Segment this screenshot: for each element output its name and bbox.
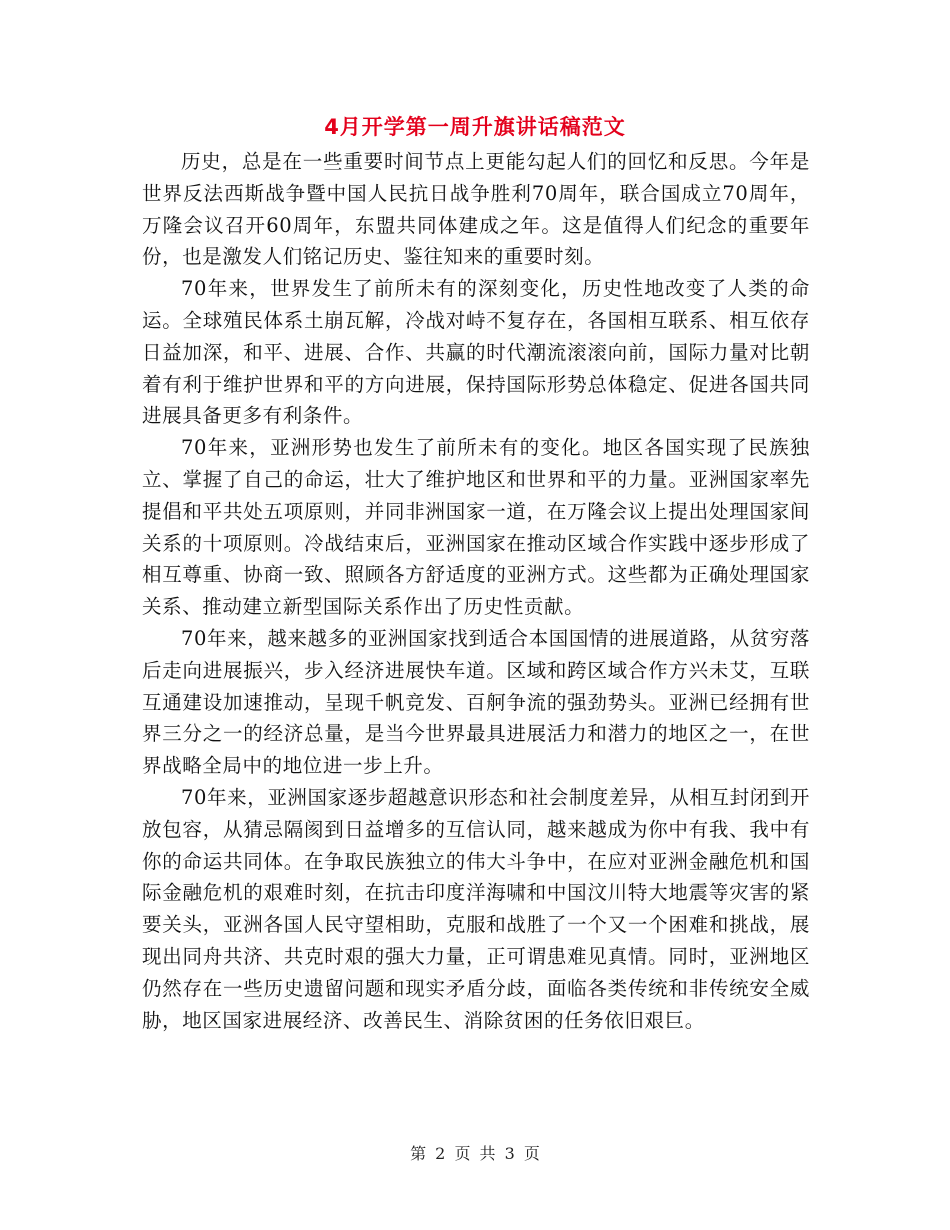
paragraph-4: 70年来，越来越多的亚洲国家找到适合本国国情的进展道路，从贫穷落后走向进展振兴，步入经济进展快车道。区域和跨区域合作方兴未艾，互联互通建设加速推动，呈现千帆竞发、百舸争流的强劲势头。亚洲已经拥有世界三分之一的经济总量，是当今世界最具进展活力和潜力的地区之一，在世界战略全局中的地位进一步上升。	[142, 626, 811, 778]
document-title: 4月开学第一周升旗讲话稿范文	[324, 115, 626, 139]
paragraph-1: 历史，总是在一些重要时间节点上更能勾起人们的回忆和反思。今年是世界反法西斯战争暨中国人民抗日战争胜利70周年，联合国成立70周年，万隆会议召开60周年，东盟共同体建成之年。这是值得人们纪念的重要年份，也是激发人们铭记历史、鉴往知来的重要时刻。	[142, 150, 810, 269]
paragraph-2: 70年来，世界发生了前所未有的深刻变化，历史性地改变了人类的命运。全球殖民体系土崩瓦解，冷战对峙不复存在，各国相互联系、相互依存日益加深，和平、进展、合作、共赢的时代潮流滚滚向前，国际力量对比朝着有利于维护世界和平的方向进展，保持国际形势总体稳定、促进各国共同进展具备更多有利条件。	[142, 277, 810, 428]
paragraph-5: 70年来，亚洲国家逐步超越意识形态和社会制度差异，从相互封闭到开放包容，从猜忌隔阂到日益增多的互信认同，越来越成为你中有我、我中有你的命运共同体。在争取民族独立的伟大斗争中，在应对亚洲金融危机和国际金融危机的艰难时刻，在抗击印度洋海啸和中国汶川特大地震等灾害的紧要关头，亚洲各国人民守望相助，克服和战胜了一个又一个困难和挑战，展现出同舟共济、共克时艰的强大力量，正可谓患难见真情。同时，亚洲地区仍然存在一些历史遗留问题和现实矛盾分歧，面临各类传统和非传统安全威胁，地区国家进展经济、改善民生、消除贫困的任务依旧艰巨。	[142, 785, 811, 1032]
page-footer: 第 2 页 共 3 页	[410, 1144, 540, 1163]
document-body	[142, 146, 810, 1036]
paragraph-3: 70年来，亚洲形势也发生了前所未有的变化。地区各国实现了民族独立、掌握了自己的命运，壮大了维护地区和世界和平的力量。亚洲国家率先提倡和平共处五项原则，并同非洲国家一道，在万隆会议上提出处理国家间关系的十项原则。冷战结束后，亚洲国家在推动区域合作实践中逐步形成了相互尊重、协商一致、照顾各方舒适度的亚洲方式。这些都为正确处理国家关系、推动建立新型国际关系作出了历史性贡献。	[142, 436, 810, 619]
